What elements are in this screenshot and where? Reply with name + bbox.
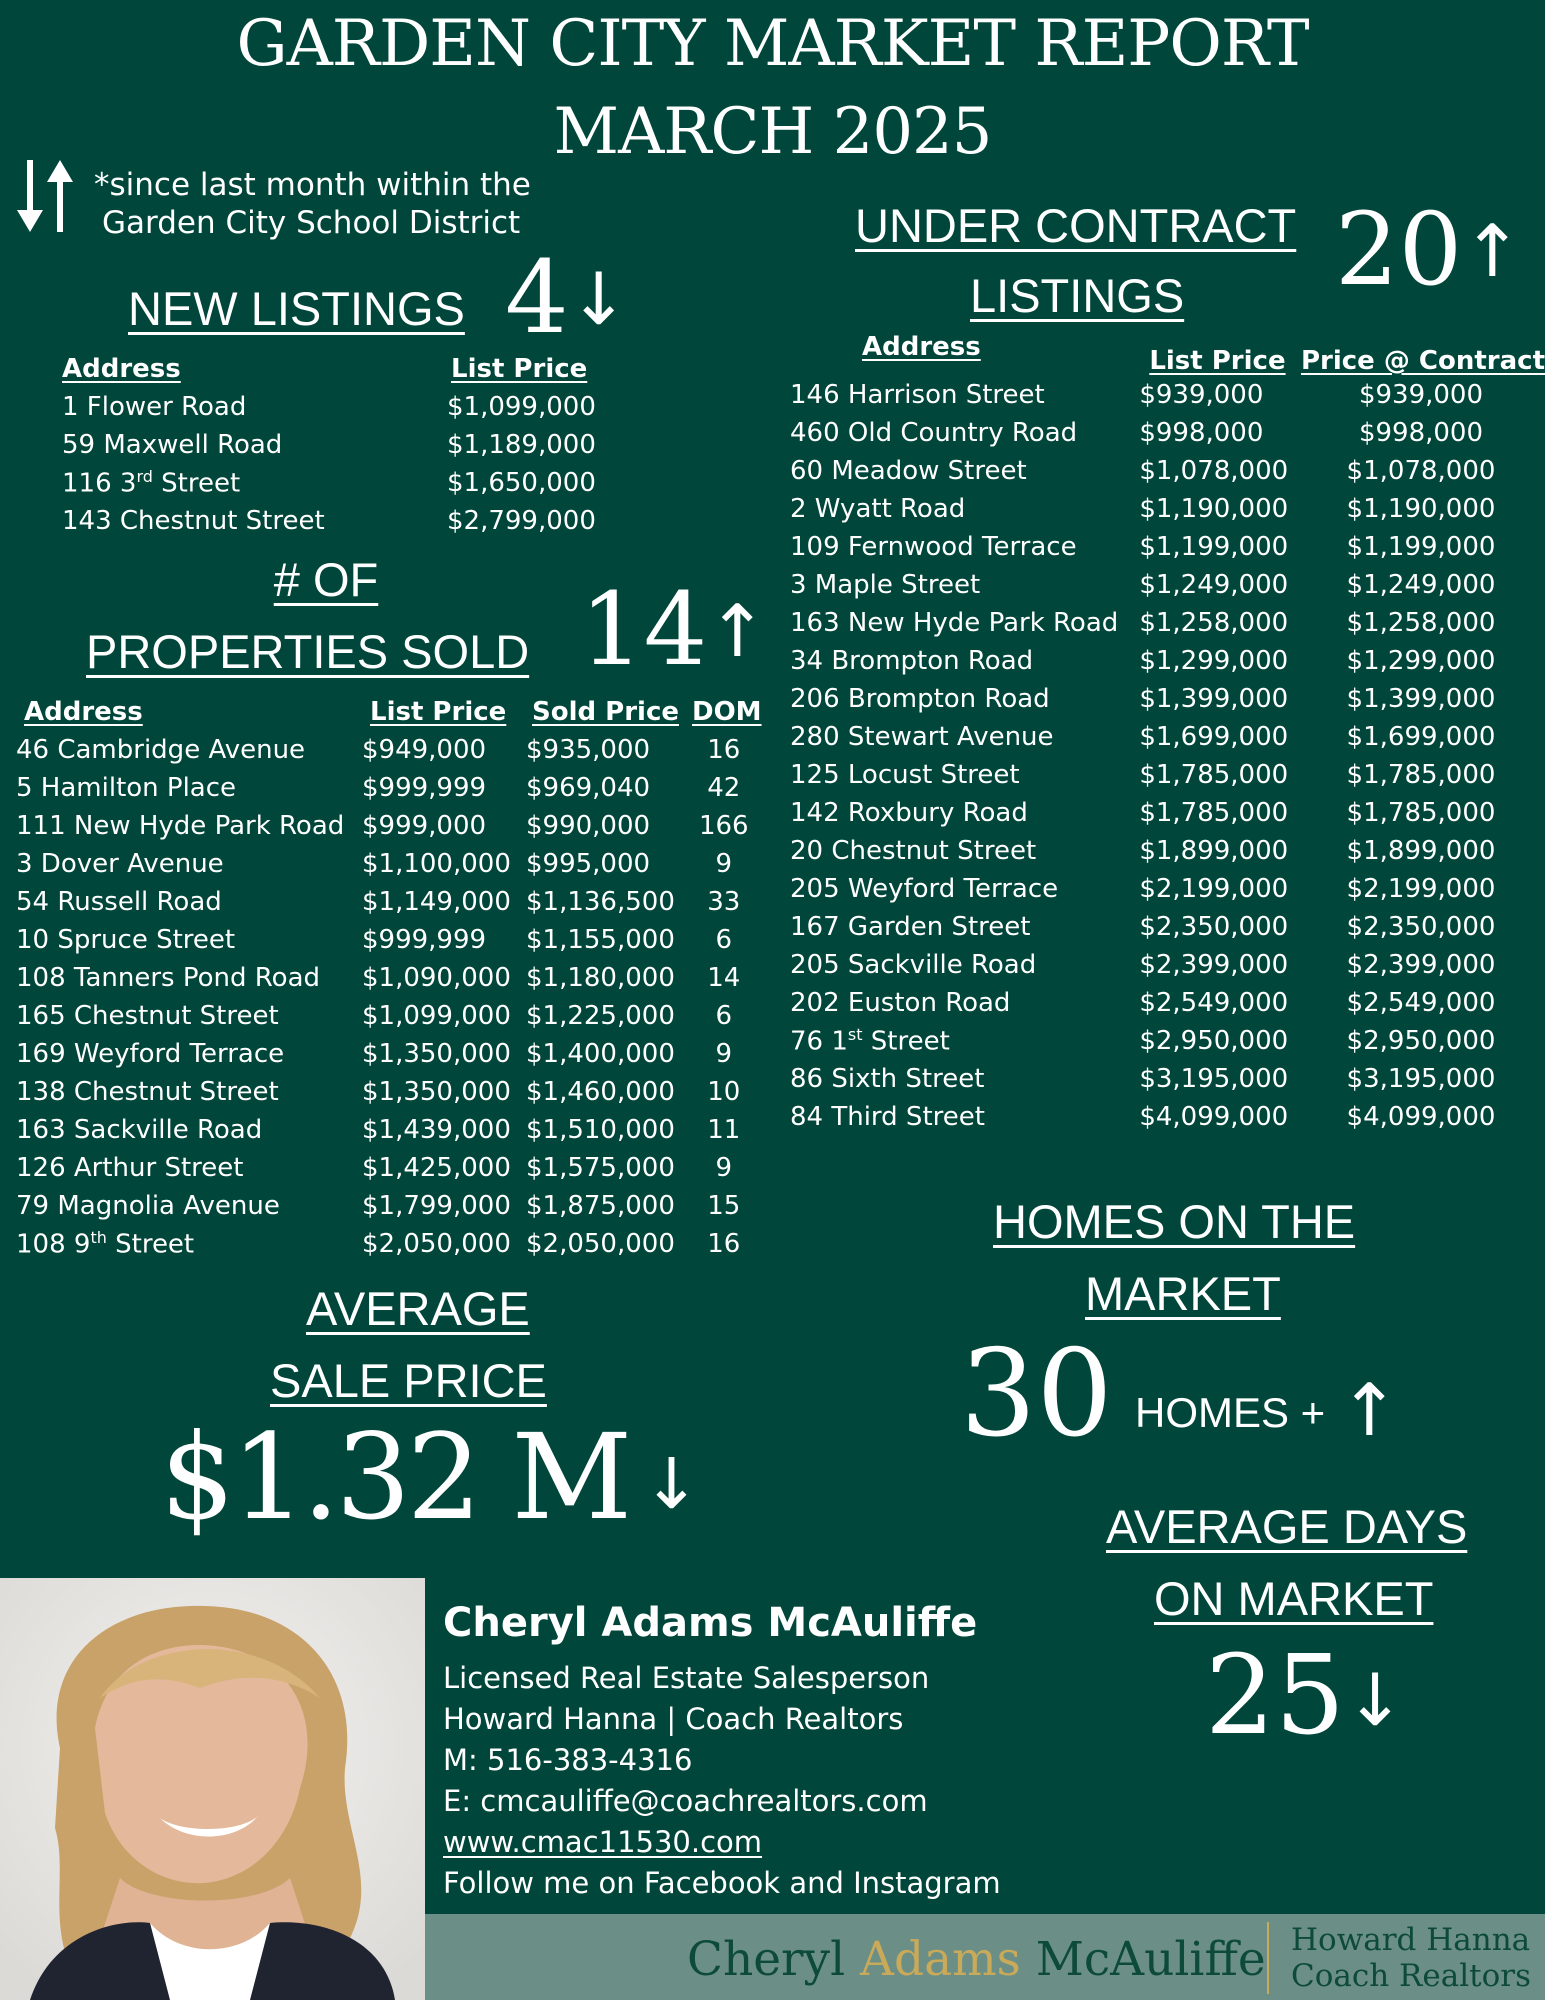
table-row [16, 1149, 762, 1187]
address-cell [790, 1022, 1135, 1060]
brokerage-logo [1291, 1922, 1531, 1994]
contract-price-cell: $1,899,000 [1346, 836, 1496, 866]
sold-price-cell: $1,225,000 [526, 1001, 675, 1031]
list-price-cell: $1,258,000 [1139, 608, 1289, 638]
ordinal-suffix: rd [136, 467, 153, 487]
sold-price-cell: $1,875,000 [526, 1191, 675, 1221]
list-price-cell: $1,350,000 [362, 1039, 511, 1069]
table-row [62, 426, 596, 464]
homes-on-market-suffix [1135, 1368, 1400, 1452]
contract-price-cell: $1,199,000 [1346, 532, 1496, 562]
dom-cell: 11 [707, 1115, 741, 1145]
address-cell: 3 Dover Avenue [16, 849, 224, 879]
contract-price-cell: $2,199,000 [1346, 874, 1496, 904]
address-cell: 1 Flower Road [62, 392, 247, 422]
list-price-cell: $1,439,000 [362, 1115, 511, 1145]
dom-cell: 9 [715, 1153, 733, 1183]
list-price-cell: $1,099,000 [447, 392, 596, 422]
dom-cell: 33 [707, 887, 741, 917]
new-listings-count: 4 [505, 239, 569, 356]
table-row [16, 1187, 762, 1225]
table-row [790, 490, 1545, 528]
contract-price-cell: $3,195,000 [1346, 1064, 1496, 1094]
brokerage-line2: Coach Realtors [1291, 1958, 1531, 1994]
comparison-note-line1: *since last month within the [94, 167, 531, 203]
comparison-note [94, 166, 531, 242]
sold-price-cell: $995,000 [526, 849, 651, 879]
new-listings-stat [505, 239, 629, 356]
address-cell: 163 Sackville Road [16, 1115, 263, 1145]
table-row [790, 528, 1545, 566]
homes-on-market-suffix-text: HOMES + [1135, 1389, 1326, 1436]
agent-name: Cheryl Adams McAuliffe [443, 1600, 978, 1646]
sold-table [16, 693, 762, 1263]
list-price-cell: $998,000 [1139, 418, 1264, 448]
table-row [16, 883, 762, 921]
list-price-cell: $1,899,000 [1139, 836, 1289, 866]
sold-price-cell: $1,575,000 [526, 1153, 675, 1183]
table-row [16, 1035, 762, 1073]
list-price-cell: $1,099,000 [362, 1001, 511, 1031]
address-cell: 146 Harrison Street [790, 380, 1045, 410]
table-row [16, 807, 762, 845]
under-contract-stat [1335, 191, 1523, 308]
list-price-cell: $4,099,000 [1139, 1102, 1289, 1132]
list-price-cell: $2,549,000 [1139, 988, 1289, 1018]
address-cell: 86 Sixth Street [790, 1064, 985, 1094]
list-price-cell: $1,189,000 [447, 430, 596, 460]
list-price-cell: $1,699,000 [1139, 722, 1289, 752]
agent-email[interactable]: E: cmcauliffe@coachrealtors.com [443, 1784, 928, 1818]
list-price-cell: $1,799,000 [362, 1191, 511, 1221]
under-contract-heading-line1: UNDER CONTRACT [855, 199, 1297, 252]
address-street: Street [152, 468, 241, 499]
table-row [790, 604, 1545, 642]
list-price-cell: $1,100,000 [362, 849, 511, 879]
contract-price-cell: $1,190,000 [1346, 494, 1496, 524]
list-price-cell: $1,650,000 [447, 468, 596, 498]
logo-middle-name: Adams [860, 1932, 1021, 1987]
contract-price-cell: $1,699,000 [1346, 722, 1496, 752]
table-row [16, 769, 762, 807]
address-cell: 79 Magnolia Avenue [16, 1191, 280, 1221]
address-cell: 202 Euston Road [790, 988, 1011, 1018]
list-price-cell: $999,999 [362, 773, 487, 803]
list-price-cell: $999,000 [362, 811, 487, 841]
address-cell: 125 Locust Street [790, 760, 1020, 790]
list-price-cell: $999,999 [362, 925, 487, 955]
address-cell: 280 Stewart Avenue [790, 722, 1054, 752]
table-row [62, 464, 596, 502]
sold-heading-line1: # OF [273, 553, 379, 606]
list-price-cell: $1,078,000 [1139, 456, 1289, 486]
table-row [790, 908, 1545, 946]
column-header-list-price: List Price [1149, 346, 1286, 376]
address-cell: 165 Chestnut Street [16, 1001, 279, 1031]
table-row [16, 997, 762, 1035]
address-number: 76 1 [790, 1026, 848, 1057]
agent-contact-block [443, 1658, 1001, 1904]
address-cell: 84 Third Street [790, 1102, 985, 1132]
address-cell: 3 Maple Street [790, 570, 981, 600]
table-row [16, 921, 762, 959]
table-row [790, 984, 1545, 1022]
list-price-cell: $2,950,000 [1139, 1026, 1289, 1056]
logo-last-name: McAuliffe [1020, 1932, 1266, 1987]
ordinal-suffix: st [847, 1025, 863, 1045]
avg-dom-value: 25 [1205, 1631, 1345, 1759]
sold-price-cell: $969,040 [526, 773, 651, 803]
address-cell: 2 Wyatt Road [790, 494, 966, 524]
homes-on-market-heading-line1: HOMES ON THE [993, 1195, 1356, 1248]
brand-banner [425, 1914, 1545, 2000]
list-price-cell: $939,000 [1139, 380, 1264, 410]
address-cell [62, 464, 447, 502]
address-cell: 126 Arthur Street [16, 1153, 244, 1183]
address-cell: 109 Fernwood Terrace [790, 532, 1077, 562]
table-row [790, 946, 1545, 984]
under-contract-heading-line2: LISTINGS [970, 269, 1185, 322]
list-price-cell: $1,299,000 [1139, 646, 1289, 676]
address-number: 116 3 [62, 468, 137, 499]
agent-company: Howard Hanna | Coach Realtors [443, 1702, 904, 1736]
table-row [62, 502, 596, 540]
address-cell: 169 Weyford Terrace [16, 1039, 285, 1069]
address-cell: 138 Chestnut Street [16, 1077, 279, 1107]
sold-price-cell: $1,460,000 [526, 1077, 675, 1107]
dom-cell: 16 [707, 735, 741, 765]
arrow-up-icon: ↑ [707, 589, 768, 673]
arrow-up-icon: ↑ [1462, 209, 1523, 293]
column-header-dom: DOM [692, 697, 762, 727]
report-month: MARCH 2025 [553, 95, 992, 169]
list-price-cell: $2,199,000 [1139, 874, 1289, 904]
address-number: 108 9 [16, 1229, 91, 1260]
column-header-list-price: List Price [370, 697, 507, 727]
list-price-cell: $1,785,000 [1139, 760, 1289, 790]
dom-cell: 6 [715, 925, 733, 955]
address-cell: 143 Chestnut Street [62, 506, 325, 536]
contract-price-cell: $1,249,000 [1346, 570, 1496, 600]
dom-cell: 14 [707, 963, 741, 993]
dom-cell: 166 [698, 811, 749, 841]
address-street: Street [862, 1026, 950, 1057]
avg-sale-value: $1.32 M [160, 1408, 629, 1546]
address-cell: 10 Spruce Street [16, 925, 236, 955]
dom-cell: 16 [707, 1229, 741, 1259]
report-title: GARDEN CITY MARKET REPORT [236, 7, 1309, 81]
sold-price-cell: $1,155,000 [526, 925, 675, 955]
arrow-down-icon: ↓ [568, 257, 629, 341]
sold-count: 14 [580, 571, 708, 688]
contract-price-cell: $2,350,000 [1346, 912, 1496, 942]
sold-price-cell: $2,050,000 [526, 1229, 675, 1259]
dom-cell: 6 [715, 1001, 733, 1031]
address-cell [16, 1225, 360, 1263]
address-cell: 460 Old Country Road [790, 418, 1078, 448]
table-row [790, 376, 1545, 414]
column-header-address: Address [62, 354, 181, 384]
logo-first-name: Cheryl [687, 1932, 861, 1987]
contract-price-cell: $4,099,000 [1346, 1102, 1496, 1132]
address-cell: 46 Cambridge Avenue [16, 735, 306, 765]
list-price-cell: $2,350,000 [1139, 912, 1289, 942]
contract-price-cell: $939,000 [1358, 380, 1484, 410]
table-row [790, 1022, 1545, 1060]
table-row [790, 642, 1545, 680]
contract-price-cell: $1,785,000 [1346, 798, 1496, 828]
under-contract-count: 20 [1335, 191, 1463, 308]
new-listings-table [62, 350, 596, 540]
table-row [790, 718, 1545, 756]
dom-cell: 15 [707, 1191, 741, 1221]
address-cell: 60 Meadow Street [790, 456, 1027, 486]
list-price-cell: $1,399,000 [1139, 684, 1289, 714]
address-cell: 167 Garden Street [790, 912, 1031, 942]
agent-title: Licensed Real Estate Salesperson [443, 1661, 930, 1695]
sold-price-cell: $1,510,000 [526, 1115, 675, 1145]
address-cell: 54 Russell Road [16, 887, 222, 917]
list-price-cell: $1,425,000 [362, 1153, 511, 1183]
dom-cell: 9 [715, 849, 733, 879]
address-cell: 5 Hamilton Place [16, 773, 237, 803]
table-row [790, 414, 1545, 452]
table-row [16, 1073, 762, 1111]
agent-mobile[interactable]: M: 516-383-4316 [443, 1743, 693, 1777]
address-cell: 205 Weyford Terrace [790, 874, 1059, 904]
contract-price-cell: $1,078,000 [1346, 456, 1496, 486]
table-row [16, 731, 762, 769]
contract-price-cell: $1,258,000 [1346, 608, 1496, 638]
column-header-address: Address [862, 332, 981, 362]
column-header-address: Address [24, 697, 143, 727]
table-row [790, 1098, 1545, 1136]
list-price-cell: $949,000 [362, 735, 487, 765]
dom-cell: 9 [715, 1039, 733, 1069]
sold-price-cell: $1,400,000 [526, 1039, 675, 1069]
avg-dom-stat [1205, 1631, 1406, 1759]
avg-sale-heading-line2: SALE PRICE [270, 1354, 547, 1407]
comparison-note-line2: Garden City School District [102, 205, 521, 241]
table-row [790, 756, 1545, 794]
avg-dom-heading-line1: AVERAGE DAYS [1106, 1500, 1468, 1553]
address-cell: 111 New Hyde Park Road [16, 811, 345, 841]
list-price-cell: $2,399,000 [1139, 950, 1289, 980]
address-cell: 108 Tanners Pond Road [16, 963, 321, 993]
arrow-down-icon: ↓ [1344, 1658, 1406, 1742]
list-price-cell: $1,149,000 [362, 887, 511, 917]
avg-sale-stat [160, 1408, 701, 1546]
arrow-down-icon: ↓ [642, 1443, 701, 1525]
contract-price-cell: $1,785,000 [1346, 760, 1496, 790]
list-price-cell: $1,090,000 [362, 963, 511, 993]
list-price-cell: $2,050,000 [362, 1229, 511, 1259]
address-cell: 59 Maxwell Road [62, 430, 283, 460]
address-cell: 34 Brompton Road [790, 646, 1034, 676]
agent-website-link[interactable]: www.cmac11530.com [443, 1825, 763, 1859]
contract-price-cell: $998,000 [1358, 418, 1484, 448]
agent-logo [687, 1932, 1266, 1987]
list-price-cell: $2,799,000 [447, 506, 596, 536]
ordinal-suffix: th [90, 1228, 107, 1248]
table-row [790, 680, 1545, 718]
contract-price-cell: $1,299,000 [1346, 646, 1496, 676]
list-price-cell: $1,350,000 [362, 1077, 511, 1107]
contract-price-cell: $1,399,000 [1346, 684, 1496, 714]
table-row [790, 794, 1545, 832]
dom-cell: 10 [707, 1077, 741, 1107]
avg-sale-heading-line1: AVERAGE [306, 1282, 530, 1335]
up-down-arrows-icon [14, 158, 76, 238]
agent-photo [0, 1578, 425, 2000]
agent-social: Follow me on Facebook and Instagram [443, 1866, 1001, 1900]
list-price-cell: $3,195,000 [1139, 1064, 1289, 1094]
sold-price-cell: $990,000 [526, 811, 651, 841]
under-contract-table [790, 332, 1545, 1136]
table-row [790, 1060, 1545, 1098]
sold-heading-line2: PROPERTIES SOLD [86, 625, 530, 678]
table-row [62, 388, 596, 426]
homes-on-market-count: 30 [960, 1325, 1113, 1464]
table-row [790, 870, 1545, 908]
table-row [16, 959, 762, 997]
address-cell: 163 New Hyde Park Road [790, 608, 1119, 638]
sold-stat [580, 571, 768, 688]
arrow-up-icon: ↑ [1339, 1368, 1400, 1452]
sold-price-cell: $935,000 [526, 735, 651, 765]
table-row [16, 1111, 762, 1149]
address-cell: 20 Chestnut Street [790, 836, 1037, 866]
table-row [790, 832, 1545, 870]
column-header-contract-price: Price @ Contract [1300, 346, 1545, 376]
brokerage-line1: Howard Hanna [1291, 1922, 1531, 1958]
table-row [790, 452, 1545, 490]
contract-price-cell: $2,950,000 [1346, 1026, 1496, 1056]
contract-price-cell: $2,399,000 [1346, 950, 1496, 980]
list-price-cell: $1,199,000 [1139, 532, 1289, 562]
address-street: Street [106, 1229, 195, 1260]
table-row [16, 845, 762, 883]
sold-price-cell: $1,136,500 [526, 887, 675, 917]
column-header-sold-price: Sold Price [532, 697, 679, 727]
address-cell: 206 Brompton Road [790, 684, 1050, 714]
avg-dom-heading-line2: ON MARKET [1154, 1572, 1434, 1625]
sold-price-cell: $1,180,000 [526, 963, 675, 993]
homes-on-market-heading-line2: MARKET [1085, 1267, 1281, 1320]
dom-cell: 42 [707, 773, 741, 803]
list-price-cell: $1,785,000 [1139, 798, 1289, 828]
new-listings-heading: NEW LISTINGS [128, 282, 465, 335]
table-row [790, 566, 1545, 604]
table-row [16, 1225, 762, 1263]
list-price-cell: $1,190,000 [1139, 494, 1289, 524]
address-cell: 205 Sackville Road [790, 950, 1037, 980]
address-cell: 142 Roxbury Road [790, 798, 1028, 828]
contract-price-cell: $2,549,000 [1346, 988, 1496, 1018]
column-header-list-price: List Price [451, 354, 588, 384]
list-price-cell: $1,249,000 [1139, 570, 1289, 600]
banner-divider [1267, 1922, 1269, 1994]
